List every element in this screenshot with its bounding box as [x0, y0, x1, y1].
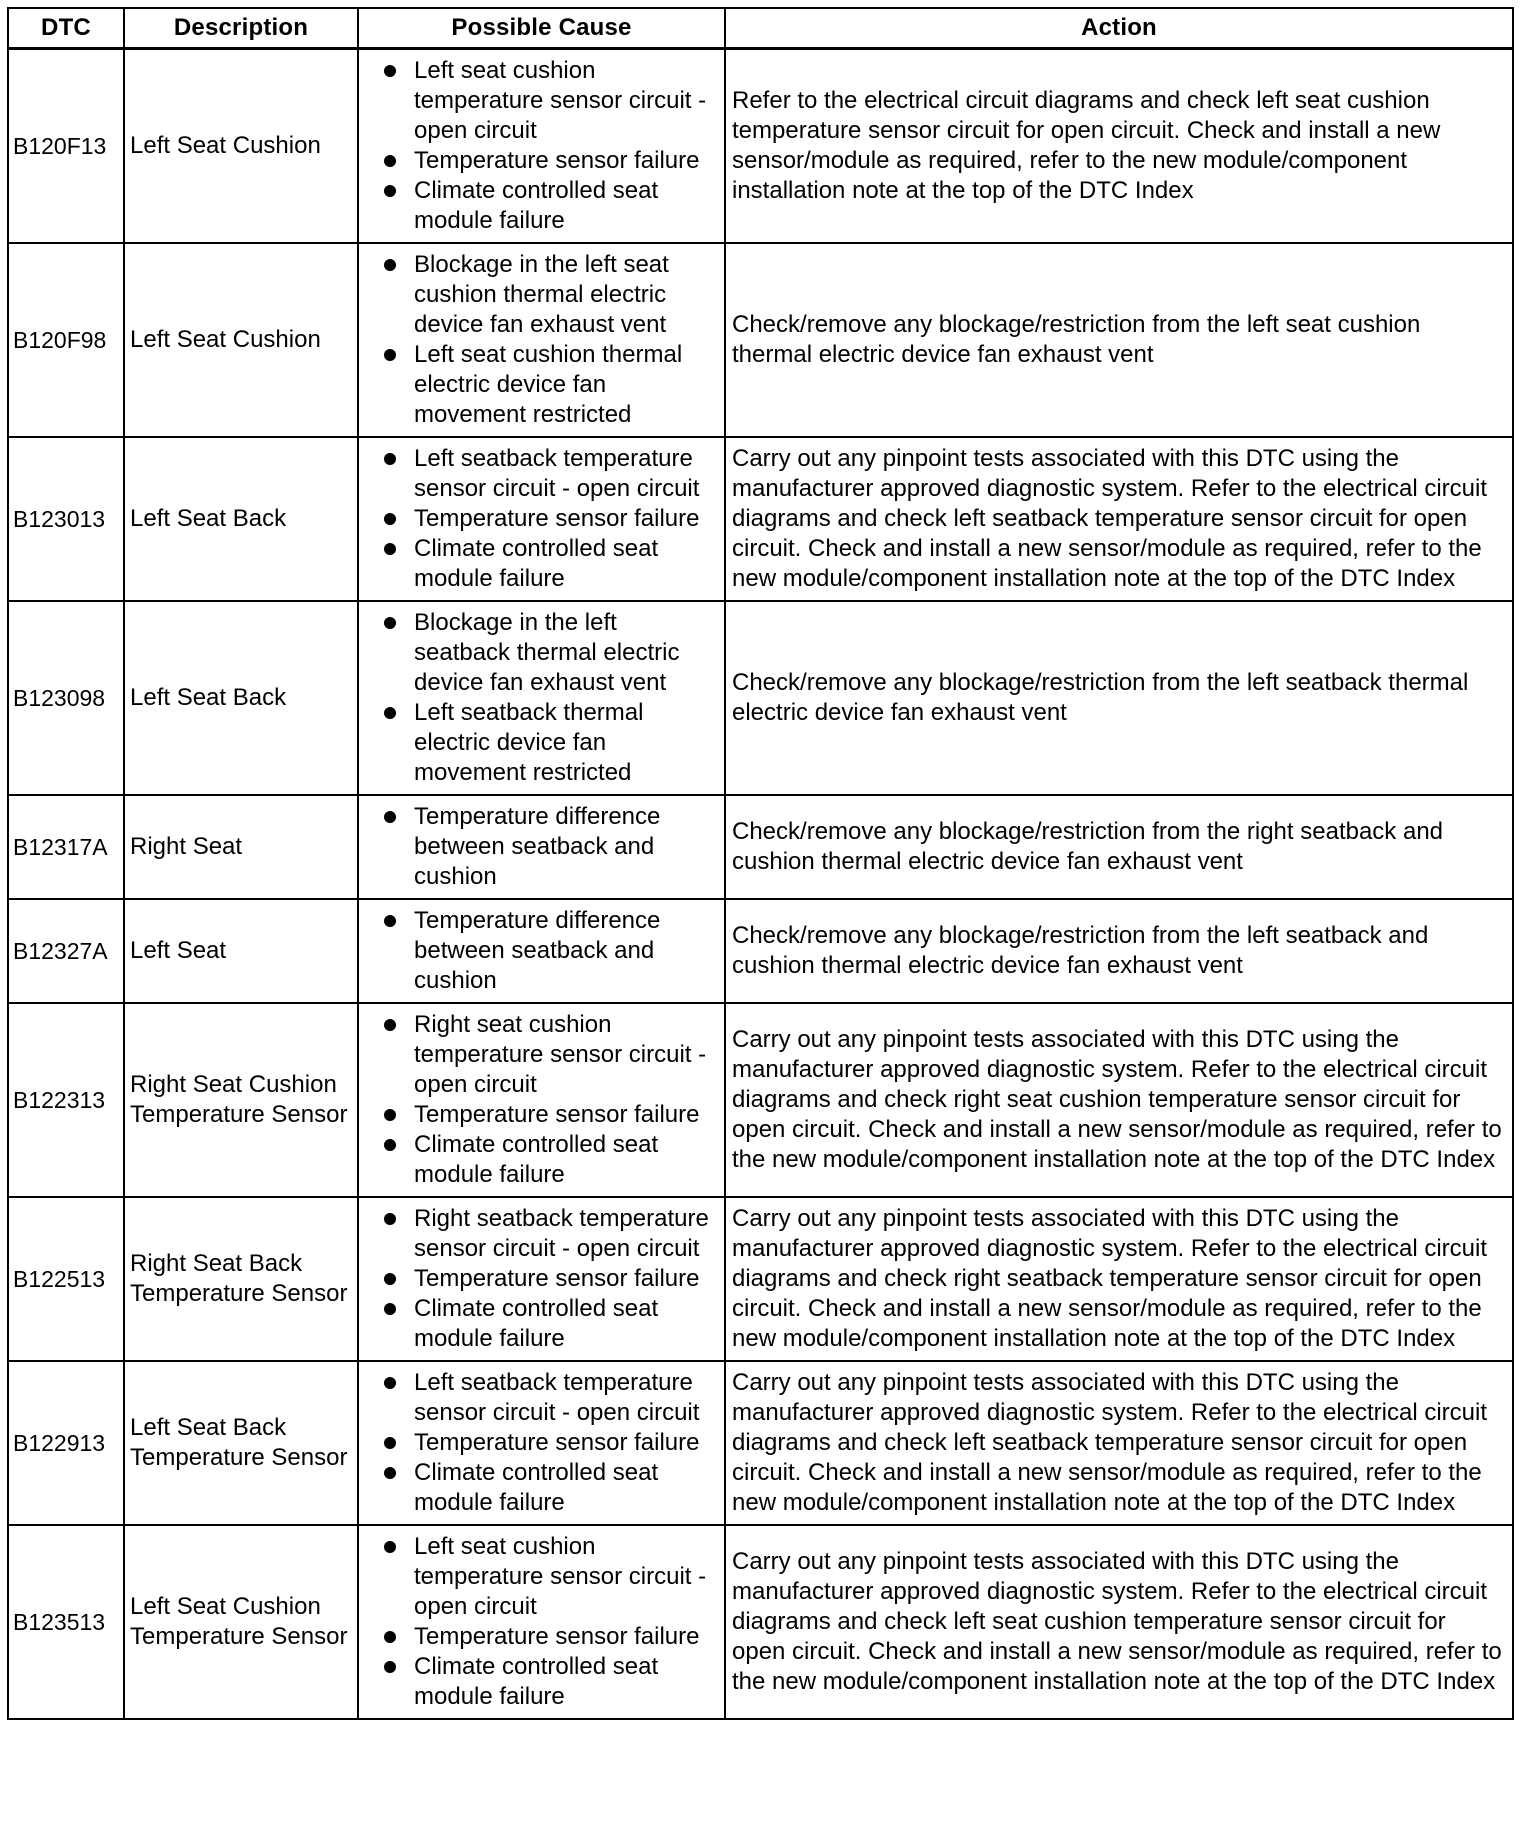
- dtc-code: B123013: [8, 437, 124, 601]
- possible-cause-item: [359, 1458, 720, 1518]
- bullet-icon: [384, 543, 396, 555]
- possible-cause-text: Climate controlled seat module failure: [414, 1459, 659, 1516]
- possible-cause-text: Temperature difference between seatback and cushion: [414, 907, 661, 994]
- dtc-code: B12327A: [8, 899, 124, 1003]
- possible-cause-cell: [358, 49, 725, 244]
- possible-cause-item: [359, 906, 720, 996]
- table-row: [8, 243, 1513, 437]
- bullet-icon: [384, 453, 396, 465]
- action-text: Check/remove any blockage/restriction from the left seatback thermal electric device fan exhaust vent: [725, 601, 1513, 795]
- possible-cause-cell: [358, 601, 725, 795]
- possible-cause-text: Climate controlled seat module failure: [414, 1295, 659, 1352]
- possible-cause-text: Temperature sensor failure: [414, 1265, 700, 1292]
- possible-cause-item: [359, 56, 720, 146]
- bullet-icon: [384, 707, 396, 719]
- possible-cause-text: Climate controlled seat module failure: [414, 1131, 659, 1188]
- possible-cause-text: Temperature sensor failure: [414, 1429, 700, 1456]
- dtc-code: B122513: [8, 1197, 124, 1361]
- possible-cause-cell: [358, 1003, 725, 1197]
- dtc-code: B122913: [8, 1361, 124, 1525]
- possible-cause-text: Temperature sensor failure: [414, 1101, 700, 1128]
- possible-cause-list: [359, 250, 720, 430]
- possible-cause-item: [359, 1204, 720, 1264]
- action-text: Refer to the electrical circuit diagrams and check left seat cushion temperature sensor circuit for open circuit. Check and install a new sensor/module as required, refer to the new module/component installation note at the top of the DTC Index: [725, 49, 1513, 244]
- bullet-icon: [384, 155, 396, 167]
- dtc-description: Left Seat Cushion Temperature Sensor: [124, 1525, 358, 1719]
- dtc-description: Left Seat Cushion: [124, 49, 358, 244]
- bullet-icon: [384, 259, 396, 271]
- possible-cause-cell: [358, 1197, 725, 1361]
- possible-cause-text: Temperature sensor failure: [414, 1623, 700, 1650]
- dtc-description: Right Seat: [124, 795, 358, 899]
- table-row: [8, 899, 1513, 1003]
- possible-cause-cell: [358, 243, 725, 437]
- possible-cause-item: [359, 1368, 720, 1428]
- possible-cause-item: [359, 444, 720, 504]
- table-row: [8, 1003, 1513, 1197]
- possible-cause-item: [359, 146, 720, 176]
- bullet-icon: [384, 65, 396, 77]
- bullet-icon: [384, 1273, 396, 1285]
- table-row: [8, 1525, 1513, 1719]
- dtc-code: B123098: [8, 601, 124, 795]
- table-row: [8, 1197, 1513, 1361]
- possible-cause-list: [359, 1010, 720, 1190]
- possible-cause-text: Left seat cushion temperature sensor circuit - open circuit: [414, 57, 707, 144]
- bullet-icon: [384, 1019, 396, 1031]
- possible-cause-list: [359, 1204, 720, 1354]
- bullet-icon: [384, 1109, 396, 1121]
- possible-cause-text: Temperature sensor failure: [414, 147, 700, 174]
- possible-cause-item: [359, 1264, 720, 1294]
- possible-cause-text: Left seat cushion thermal electric device fan movement restricted: [414, 341, 683, 428]
- action-text: Carry out any pinpoint tests associated with this DTC using the manufacturer approved diagnostic system. Refer to the electrical circuit diagrams and check right seat cushion temperature sensor circuit for open circuit. Check and install a new sensor/module as required, refer to the new module/component installation note at the top of the DTC Index: [725, 1003, 1513, 1197]
- possible-cause-item: [359, 1652, 720, 1712]
- possible-cause-list: [359, 1532, 720, 1712]
- dtc-description: Left Seat Cushion: [124, 243, 358, 437]
- possible-cause-list: [359, 906, 720, 996]
- possible-cause-item: [359, 534, 720, 594]
- possible-cause-list: [359, 802, 720, 892]
- possible-cause-list: [359, 444, 720, 594]
- dtc-table: [7, 7, 1514, 1720]
- possible-cause-text: Climate controlled seat module failure: [414, 1653, 659, 1710]
- action-text: Check/remove any blockage/restriction from the left seatback and cushion thermal electric device fan exhaust vent: [725, 899, 1513, 1003]
- possible-cause-list: [359, 1368, 720, 1518]
- action-text: Carry out any pinpoint tests associated with this DTC using the manufacturer approved diagnostic system. Refer to the electrical circuit diagrams and check left seatback temperature sensor circuit for open circuit. Check and install a new sensor/module as required, refer to the new module/component installation note at the top of the DTC Index: [725, 1361, 1513, 1525]
- header-action: Action: [725, 8, 1513, 49]
- possible-cause-item: [359, 1100, 720, 1130]
- possible-cause-item: [359, 1428, 720, 1458]
- possible-cause-text: Blockage in the left seatback thermal electric device fan exhaust vent: [414, 609, 680, 696]
- action-text: Check/remove any blockage/restriction from the right seatback and cushion thermal electric device fan exhaust vent: [725, 795, 1513, 899]
- possible-cause-text: Left seat cushion temperature sensor circuit - open circuit: [414, 1533, 707, 1620]
- possible-cause-text: Left seatback temperature sensor circuit - open circuit: [414, 1369, 700, 1426]
- bullet-icon: [384, 1303, 396, 1315]
- possible-cause-item: [359, 250, 720, 340]
- possible-cause-item: [359, 608, 720, 698]
- possible-cause-list: [359, 56, 720, 236]
- possible-cause-item: [359, 176, 720, 236]
- dtc-description: Left Seat: [124, 899, 358, 1003]
- bullet-icon: [384, 617, 396, 629]
- action-text: Check/remove any blockage/restriction from the left seat cushion thermal electric device fan exhaust vent: [725, 243, 1513, 437]
- dtc-description: Left Seat Back: [124, 437, 358, 601]
- possible-cause-item: [359, 1622, 720, 1652]
- dtc-code: B120F98: [8, 243, 124, 437]
- dtc-code: B12317A: [8, 795, 124, 899]
- bullet-icon: [384, 915, 396, 927]
- dtc-description: Right Seat Back Temperature Sensor: [124, 1197, 358, 1361]
- bullet-icon: [384, 1377, 396, 1389]
- table-row: [8, 1361, 1513, 1525]
- header-description: Description: [124, 8, 358, 49]
- dtc-description: Left Seat Back Temperature Sensor: [124, 1361, 358, 1525]
- action-text: Carry out any pinpoint tests associated with this DTC using the manufacturer approved diagnostic system. Refer to the electrical circuit diagrams and check left seatback temperature sensor circuit for open circuit. Check and install a new sensor/module as required, refer to the new module/component installation note at the top of the DTC Index: [725, 437, 1513, 601]
- header-dtc: DTC: [8, 8, 124, 49]
- bullet-icon: [384, 349, 396, 361]
- possible-cause-text: Climate controlled seat module failure: [414, 535, 659, 592]
- possible-cause-text: Right seatback temperature sensor circuit - open circuit: [414, 1205, 709, 1262]
- bullet-icon: [384, 1139, 396, 1151]
- possible-cause-text: Blockage in the left seat cushion thermal electric device fan exhaust vent: [414, 251, 669, 338]
- bullet-icon: [384, 1541, 396, 1553]
- possible-cause-item: [359, 1130, 720, 1190]
- possible-cause-list: [359, 608, 720, 788]
- table-row: [8, 795, 1513, 899]
- possible-cause-text: Temperature sensor failure: [414, 505, 700, 532]
- possible-cause-item: [359, 1294, 720, 1354]
- dtc-code: B120F13: [8, 49, 124, 244]
- possible-cause-cell: [358, 899, 725, 1003]
- bullet-icon: [384, 1631, 396, 1643]
- table-row: [8, 49, 1513, 244]
- dtc-code: B123513: [8, 1525, 124, 1719]
- possible-cause-text: Left seatback thermal electric device fan movement restricted: [414, 699, 644, 786]
- header-possible-cause: Possible Cause: [358, 8, 725, 49]
- table-body: [8, 49, 1513, 1720]
- bullet-icon: [384, 1661, 396, 1673]
- possible-cause-cell: [358, 437, 725, 601]
- possible-cause-item: [359, 340, 720, 430]
- header-row: [8, 8, 1513, 49]
- bullet-icon: [384, 1467, 396, 1479]
- possible-cause-text: Left seatback temperature sensor circuit - open circuit: [414, 445, 700, 502]
- bullet-icon: [384, 811, 396, 823]
- dtc-code: B122313: [8, 1003, 124, 1197]
- dtc-description: Right Seat Cushion Temperature Sensor: [124, 1003, 358, 1197]
- possible-cause-item: [359, 698, 720, 788]
- possible-cause-text: Right seat cushion temperature sensor circuit - open circuit: [414, 1011, 707, 1098]
- bullet-icon: [384, 513, 396, 525]
- possible-cause-text: Temperature difference between seatback and cushion: [414, 803, 661, 890]
- possible-cause-cell: [358, 1361, 725, 1525]
- possible-cause-item: [359, 504, 720, 534]
- bullet-icon: [384, 185, 396, 197]
- possible-cause-cell: [358, 795, 725, 899]
- action-text: Carry out any pinpoint tests associated with this DTC using the manufacturer approved diagnostic system. Refer to the electrical circuit diagrams and check right seatback temperature sensor circuit for open circuit. Check and install a new sensor/module as required, refer to the new module/component installation note at the top of the DTC Index: [725, 1197, 1513, 1361]
- bullet-icon: [384, 1213, 396, 1225]
- possible-cause-item: [359, 1010, 720, 1100]
- bullet-icon: [384, 1437, 396, 1449]
- table-header: [8, 8, 1513, 49]
- possible-cause-text: Climate controlled seat module failure: [414, 177, 659, 234]
- action-text: Carry out any pinpoint tests associated with this DTC using the manufacturer approved diagnostic system. Refer to the electrical circuit diagrams and check left seat cushion temperature sensor circuit for open circuit. Check and install a new sensor/module as required, refer to the new module/component installation note at the top of the DTC Index: [725, 1525, 1513, 1719]
- table-row: [8, 437, 1513, 601]
- possible-cause-item: [359, 1532, 720, 1622]
- table-row: [8, 601, 1513, 795]
- possible-cause-item: [359, 802, 720, 892]
- possible-cause-cell: [358, 1525, 725, 1719]
- dtc-description: Left Seat Back: [124, 601, 358, 795]
